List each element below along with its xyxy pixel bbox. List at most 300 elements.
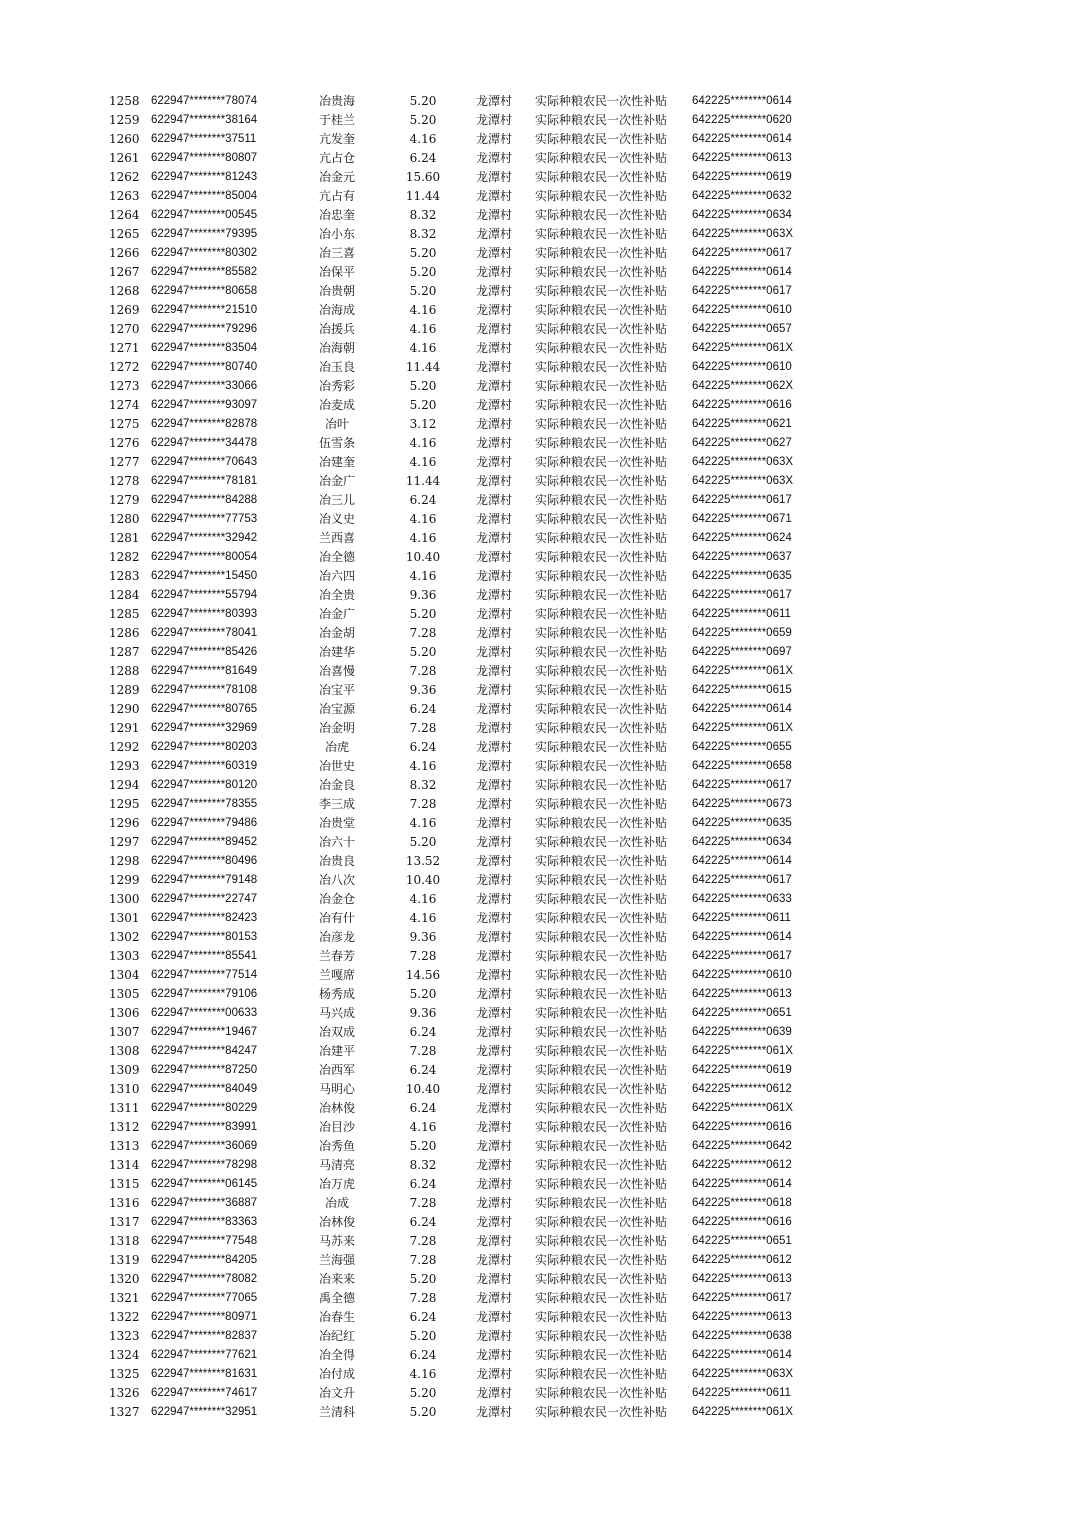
row-index: 1296 bbox=[109, 816, 140, 830]
id-number: 642225********061X bbox=[692, 1045, 794, 1057]
id-number: 642225********063X bbox=[692, 228, 794, 240]
subsidy-type: 实际种粮农民一次性补贴 bbox=[535, 664, 668, 678]
row-index: 1274 bbox=[109, 398, 140, 412]
village: 龙潭村 bbox=[476, 1158, 513, 1172]
table-row bbox=[0, 415, 1074, 434]
bank-account: 622947********84049 bbox=[151, 1083, 258, 1095]
village: 龙潭村 bbox=[476, 987, 513, 1001]
village: 龙潭村 bbox=[476, 379, 513, 393]
bank-account: 622947********78355 bbox=[151, 798, 258, 810]
subsidy-amount: 6.24 bbox=[409, 1101, 437, 1115]
bank-account: 622947********15450 bbox=[151, 570, 258, 582]
village: 龙潭村 bbox=[476, 398, 513, 412]
village: 龙潭村 bbox=[476, 512, 513, 526]
bank-account: 622947********80302 bbox=[151, 247, 258, 259]
village: 龙潭村 bbox=[476, 1253, 513, 1267]
subsidy-type: 实际种粮农民一次性补贴 bbox=[535, 208, 668, 222]
subsidy-type: 实际种粮农民一次性补贴 bbox=[535, 1158, 668, 1172]
row-index: 1266 bbox=[109, 246, 140, 260]
table-row bbox=[0, 1156, 1074, 1175]
table-row bbox=[0, 662, 1074, 681]
subsidy-amount: 5.20 bbox=[409, 1272, 437, 1286]
subsidy-type: 实际种粮农民一次性补贴 bbox=[535, 1101, 668, 1115]
farmer-name: 冶三喜 bbox=[318, 246, 355, 260]
table-row bbox=[0, 263, 1074, 282]
subsidy-type: 实际种粮农民一次性补贴 bbox=[535, 550, 668, 564]
subsidy-amount: 7.28 bbox=[409, 1291, 437, 1305]
subsidy-amount: 4.16 bbox=[409, 341, 437, 355]
row-index: 1310 bbox=[109, 1082, 140, 1096]
village: 龙潭村 bbox=[476, 474, 513, 488]
bank-account: 622947********00545 bbox=[151, 209, 258, 221]
subsidy-amount: 6.24 bbox=[409, 1310, 437, 1324]
id-number: 642225********0617 bbox=[692, 589, 792, 601]
village: 龙潭村 bbox=[476, 1063, 513, 1077]
bank-account: 622947********70643 bbox=[151, 456, 258, 468]
table-row bbox=[0, 1194, 1074, 1213]
subsidy-amount: 5.20 bbox=[409, 284, 437, 298]
subsidy-type: 实际种粮农民一次性补贴 bbox=[535, 1310, 668, 1324]
table-row bbox=[0, 434, 1074, 453]
table-row bbox=[0, 377, 1074, 396]
row-index: 1259 bbox=[109, 113, 140, 127]
row-index: 1294 bbox=[109, 778, 140, 792]
row-index: 1306 bbox=[109, 1006, 140, 1020]
subsidy-amount: 5.20 bbox=[409, 645, 437, 659]
row-index: 1299 bbox=[109, 873, 140, 887]
subsidy-amount: 5.20 bbox=[409, 379, 437, 393]
subsidy-amount: 3.12 bbox=[409, 417, 437, 431]
row-index: 1322 bbox=[109, 1310, 140, 1324]
farmer-name: 冶八次 bbox=[318, 873, 355, 887]
subsidy-type: 实际种粮农民一次性补贴 bbox=[535, 1196, 668, 1210]
id-number: 642225********0617 bbox=[692, 285, 792, 297]
village: 龙潭村 bbox=[476, 702, 513, 716]
subsidy-type: 实际种粮农民一次性补贴 bbox=[535, 322, 668, 336]
subsidy-amount: 5.20 bbox=[409, 113, 437, 127]
village: 龙潭村 bbox=[476, 531, 513, 545]
village: 龙潭村 bbox=[476, 873, 513, 887]
table-row bbox=[0, 1175, 1074, 1194]
subsidy-type: 实际种粮农民一次性补贴 bbox=[535, 284, 668, 298]
table-row bbox=[0, 1270, 1074, 1289]
id-number: 642225********0657 bbox=[692, 323, 792, 335]
id-number: 642225********0612 bbox=[692, 1254, 792, 1266]
village: 龙潭村 bbox=[476, 1348, 513, 1362]
bank-account: 622947********32942 bbox=[151, 532, 258, 544]
row-index: 1285 bbox=[109, 607, 140, 621]
row-index: 1277 bbox=[109, 455, 140, 469]
table-row bbox=[0, 928, 1074, 947]
subsidy-amount: 4.16 bbox=[409, 132, 437, 146]
bank-account: 622947********36887 bbox=[151, 1197, 258, 1209]
subsidy-amount: 7.28 bbox=[409, 1044, 437, 1058]
subsidy-amount: 6.24 bbox=[409, 1348, 437, 1362]
subsidy-amount: 8.32 bbox=[409, 778, 437, 792]
farmer-name: 兰西喜 bbox=[318, 531, 355, 545]
bank-account: 622947********80765 bbox=[151, 703, 258, 715]
table-row bbox=[0, 1346, 1074, 1365]
subsidy-type: 实际种粮农民一次性补贴 bbox=[535, 341, 668, 355]
subsidy-amount: 6.24 bbox=[409, 1063, 437, 1077]
id-number: 642225********0613 bbox=[692, 988, 792, 1000]
id-number: 642225********0659 bbox=[692, 627, 792, 639]
row-index: 1292 bbox=[109, 740, 140, 754]
id-number: 642225********0610 bbox=[692, 304, 792, 316]
row-index: 1321 bbox=[109, 1291, 140, 1305]
bank-account: 622947********79106 bbox=[151, 988, 258, 1000]
bank-account: 622947********00633 bbox=[151, 1007, 258, 1019]
subsidy-type: 实际种粮农民一次性补贴 bbox=[535, 1139, 668, 1153]
id-number: 642225********0612 bbox=[692, 1159, 792, 1171]
subsidy-amount: 10.40 bbox=[405, 873, 441, 887]
subsidy-amount: 4.16 bbox=[409, 1367, 437, 1381]
bank-account: 622947********85541 bbox=[151, 950, 258, 962]
bank-account: 622947********84288 bbox=[151, 494, 258, 506]
id-number: 642225********0610 bbox=[692, 361, 792, 373]
row-index: 1258 bbox=[109, 94, 140, 108]
bank-account: 622947********80054 bbox=[151, 551, 258, 563]
farmer-name: 冶贵良 bbox=[318, 854, 355, 868]
subsidy-type: 实际种粮农民一次性补贴 bbox=[535, 1063, 668, 1077]
subsidy-type: 实际种粮农民一次性补贴 bbox=[535, 854, 668, 868]
village: 龙潭村 bbox=[476, 740, 513, 754]
row-index: 1301 bbox=[109, 911, 140, 925]
subsidy-amount: 5.20 bbox=[409, 607, 437, 621]
farmer-name: 亢发奎 bbox=[318, 132, 355, 146]
village: 龙潭村 bbox=[476, 835, 513, 849]
id-number: 642225********0635 bbox=[692, 817, 792, 829]
bank-account: 622947********80658 bbox=[151, 285, 258, 297]
subsidy-amount: 5.20 bbox=[409, 835, 437, 849]
subsidy-amount: 11.44 bbox=[405, 474, 441, 488]
row-index: 1326 bbox=[109, 1386, 140, 1400]
id-number: 642225********0618 bbox=[692, 1197, 792, 1209]
village: 龙潭村 bbox=[476, 1291, 513, 1305]
table-row bbox=[0, 871, 1074, 890]
farmer-name: 冶全得 bbox=[318, 1348, 355, 1362]
subsidy-amount: 8.32 bbox=[409, 227, 437, 241]
village: 龙潭村 bbox=[476, 588, 513, 602]
row-index: 1309 bbox=[109, 1063, 140, 1077]
table-row bbox=[0, 1004, 1074, 1023]
bank-account: 622947********78108 bbox=[151, 684, 258, 696]
row-index: 1260 bbox=[109, 132, 140, 146]
row-index: 1319 bbox=[109, 1253, 140, 1267]
row-index: 1325 bbox=[109, 1367, 140, 1381]
table-row bbox=[0, 282, 1074, 301]
bank-account: 622947********36069 bbox=[151, 1140, 258, 1152]
id-number: 642225********0651 bbox=[692, 1007, 792, 1019]
subsidy-amount: 7.28 bbox=[409, 721, 437, 735]
village: 龙潭村 bbox=[476, 1196, 513, 1210]
bank-account: 622947********93097 bbox=[151, 399, 258, 411]
village: 龙潭村 bbox=[476, 1234, 513, 1248]
id-number: 642225********0611 bbox=[692, 608, 791, 620]
row-index: 1302 bbox=[109, 930, 140, 944]
village: 龙潭村 bbox=[476, 1177, 513, 1191]
subsidy-type: 实际种粮农民一次性补贴 bbox=[535, 474, 668, 488]
table-row bbox=[0, 966, 1074, 985]
farmer-name: 冶玉良 bbox=[318, 360, 355, 374]
bank-account: 622947********21510 bbox=[151, 304, 258, 316]
table-row bbox=[0, 1403, 1074, 1422]
bank-account: 622947********82878 bbox=[151, 418, 258, 430]
farmer-name: 冶喜慢 bbox=[318, 664, 355, 678]
row-index: 1267 bbox=[109, 265, 140, 279]
subsidy-amount: 7.28 bbox=[409, 1234, 437, 1248]
row-index: 1282 bbox=[109, 550, 140, 564]
id-number: 642225********0617 bbox=[692, 494, 792, 506]
table-row bbox=[0, 1099, 1074, 1118]
subsidy-amount: 4.16 bbox=[409, 531, 437, 545]
id-number: 642225********0624 bbox=[692, 532, 792, 544]
farmer-name: 冶三儿 bbox=[318, 493, 355, 507]
village: 龙潭村 bbox=[476, 208, 513, 222]
bank-account: 622947********84205 bbox=[151, 1254, 258, 1266]
bank-account: 622947********85582 bbox=[151, 266, 258, 278]
farmer-name: 马兴成 bbox=[318, 1006, 355, 1020]
row-index: 1316 bbox=[109, 1196, 140, 1210]
row-index: 1276 bbox=[109, 436, 140, 450]
farmer-name: 冶保平 bbox=[318, 265, 355, 279]
village: 龙潭村 bbox=[476, 930, 513, 944]
subsidy-type: 实际种粮农民一次性补贴 bbox=[535, 398, 668, 412]
village: 龙潭村 bbox=[476, 322, 513, 336]
bank-account: 622947********79395 bbox=[151, 228, 258, 240]
subsidy-amount: 5.20 bbox=[409, 246, 437, 260]
farmer-name: 冶付成 bbox=[318, 1367, 355, 1381]
table-row bbox=[0, 130, 1074, 149]
farmer-name: 冶金胡 bbox=[318, 626, 355, 640]
subsidy-type: 实际种粮农民一次性补贴 bbox=[535, 1025, 668, 1039]
farmer-name: 冶忠奎 bbox=[318, 208, 355, 222]
farmer-name: 冶成 bbox=[324, 1196, 349, 1210]
bank-account: 622947********78298 bbox=[151, 1159, 258, 1171]
id-number: 642225********0614 bbox=[692, 133, 792, 145]
farmer-name: 冶彦龙 bbox=[318, 930, 355, 944]
village: 龙潭村 bbox=[476, 854, 513, 868]
bank-account: 622947********81243 bbox=[151, 171, 258, 183]
row-index: 1289 bbox=[109, 683, 140, 697]
bank-account: 622947********80971 bbox=[151, 1311, 258, 1323]
table-row bbox=[0, 890, 1074, 909]
id-number: 642225********0613 bbox=[692, 1273, 792, 1285]
subsidy-amount: 7.28 bbox=[409, 626, 437, 640]
village: 龙潭村 bbox=[476, 1101, 513, 1115]
subsidy-amount: 5.20 bbox=[409, 987, 437, 1001]
village: 龙潭村 bbox=[476, 1044, 513, 1058]
table-row bbox=[0, 833, 1074, 852]
row-index: 1270 bbox=[109, 322, 140, 336]
village: 龙潭村 bbox=[476, 1329, 513, 1343]
subsidy-type: 实际种粮农民一次性补贴 bbox=[535, 1215, 668, 1229]
village: 龙潭村 bbox=[476, 360, 513, 374]
row-index: 1288 bbox=[109, 664, 140, 678]
subsidy-amount: 5.20 bbox=[409, 94, 437, 108]
id-number: 642225********0614 bbox=[692, 266, 792, 278]
bank-account: 622947********80740 bbox=[151, 361, 258, 373]
bank-account: 622947********80496 bbox=[151, 855, 258, 867]
bank-account: 622947********79148 bbox=[151, 874, 258, 886]
id-number: 642225********063X bbox=[692, 1368, 794, 1380]
subsidy-type: 实际种粮农民一次性补贴 bbox=[535, 170, 668, 184]
subsidy-type: 实际种粮农民一次性补贴 bbox=[535, 379, 668, 393]
farmer-name: 冶秀彩 bbox=[318, 379, 355, 393]
subsidy-type: 实际种粮农民一次性补贴 bbox=[535, 740, 668, 754]
bank-account: 622947********81631 bbox=[151, 1368, 258, 1380]
table-row bbox=[0, 776, 1074, 795]
bank-account: 622947********83991 bbox=[151, 1121, 258, 1133]
bank-account: 622947********83504 bbox=[151, 342, 258, 354]
id-number: 642225********0614 bbox=[692, 95, 792, 107]
id-number: 642225********0639 bbox=[692, 1026, 792, 1038]
subsidy-amount: 6.24 bbox=[409, 740, 437, 754]
farmer-name: 冶金广 bbox=[318, 474, 355, 488]
bank-account: 622947********34478 bbox=[151, 437, 258, 449]
subsidy-amount: 5.20 bbox=[409, 1386, 437, 1400]
village: 龙潭村 bbox=[476, 550, 513, 564]
subsidy-amount: 8.32 bbox=[409, 208, 437, 222]
table-row bbox=[0, 225, 1074, 244]
village: 龙潭村 bbox=[476, 1082, 513, 1096]
village: 龙潭村 bbox=[476, 246, 513, 260]
subsidy-type: 实际种粮农民一次性补贴 bbox=[535, 892, 668, 906]
farmer-name: 兰春芳 bbox=[318, 949, 355, 963]
row-index: 1297 bbox=[109, 835, 140, 849]
table-row bbox=[0, 1213, 1074, 1232]
subsidy-type: 实际种粮农民一次性补贴 bbox=[535, 1120, 668, 1134]
farmer-name: 冶宝平 bbox=[318, 683, 355, 697]
village: 龙潭村 bbox=[476, 1367, 513, 1381]
table-row bbox=[0, 1232, 1074, 1251]
row-index: 1324 bbox=[109, 1348, 140, 1362]
row-index: 1304 bbox=[109, 968, 140, 982]
subsidy-type: 实际种粮农民一次性补贴 bbox=[535, 968, 668, 982]
id-number: 642225********0614 bbox=[692, 1178, 792, 1190]
id-number: 642225********0614 bbox=[692, 703, 792, 715]
id-number: 642225********061X bbox=[692, 665, 794, 677]
row-index: 1320 bbox=[109, 1272, 140, 1286]
bank-account: 622947********81649 bbox=[151, 665, 258, 677]
farmer-name: 冶全贵 bbox=[318, 588, 355, 602]
farmer-name: 冶建奎 bbox=[318, 455, 355, 469]
row-index: 1279 bbox=[109, 493, 140, 507]
bank-account: 622947********74617 bbox=[151, 1387, 258, 1399]
table-row bbox=[0, 1042, 1074, 1061]
table-row bbox=[0, 339, 1074, 358]
village: 龙潭村 bbox=[476, 816, 513, 830]
farmer-name: 冶虎 bbox=[324, 740, 349, 754]
id-number: 642225********0638 bbox=[692, 1330, 792, 1342]
subsidy-amount: 9.36 bbox=[409, 1006, 437, 1020]
subsidy-amount: 5.20 bbox=[409, 1139, 437, 1153]
id-number: 642225********0697 bbox=[692, 646, 792, 658]
table-row bbox=[0, 529, 1074, 548]
table-row bbox=[0, 586, 1074, 605]
subsidy-type: 实际种粮农民一次性补贴 bbox=[535, 1253, 668, 1267]
subsidy-amount: 8.32 bbox=[409, 1158, 437, 1172]
subsidy-type: 实际种粮农民一次性补贴 bbox=[535, 531, 668, 545]
subsidy-type: 实际种粮农民一次性补贴 bbox=[535, 759, 668, 773]
row-index: 1327 bbox=[109, 1405, 140, 1419]
village: 龙潭村 bbox=[476, 1310, 513, 1324]
subsidy-amount: 5.20 bbox=[409, 398, 437, 412]
subsidy-amount: 4.16 bbox=[409, 455, 437, 469]
subsidy-table bbox=[0, 92, 1074, 1422]
subsidy-amount: 6.24 bbox=[409, 1215, 437, 1229]
subsidy-type: 实际种粮农民一次性补贴 bbox=[535, 683, 668, 697]
subsidy-type: 实际种粮农民一次性补贴 bbox=[535, 1044, 668, 1058]
subsidy-amount: 4.16 bbox=[409, 322, 437, 336]
row-index: 1263 bbox=[109, 189, 140, 203]
farmer-name: 于桂兰 bbox=[318, 113, 355, 127]
subsidy-type: 实际种粮农民一次性补贴 bbox=[535, 569, 668, 583]
subsidy-amount: 6.24 bbox=[409, 1177, 437, 1191]
bank-account: 622947********37511 bbox=[151, 133, 257, 145]
bank-account: 622947********77621 bbox=[151, 1349, 258, 1361]
table-row bbox=[0, 301, 1074, 320]
subsidy-amount: 6.24 bbox=[409, 151, 437, 165]
subsidy-type: 实际种粮农民一次性补贴 bbox=[535, 189, 668, 203]
village: 龙潭村 bbox=[476, 341, 513, 355]
subsidy-type: 实际种粮农民一次性补贴 bbox=[535, 227, 668, 241]
village: 龙潭村 bbox=[476, 417, 513, 431]
id-number: 642225********0620 bbox=[692, 114, 792, 126]
row-index: 1323 bbox=[109, 1329, 140, 1343]
subsidy-amount: 13.52 bbox=[405, 854, 441, 868]
bank-account: 622947********80229 bbox=[151, 1102, 258, 1114]
table-row bbox=[0, 700, 1074, 719]
table-row bbox=[0, 472, 1074, 491]
id-number: 642225********0635 bbox=[692, 570, 792, 582]
row-index: 1318 bbox=[109, 1234, 140, 1248]
village: 龙潭村 bbox=[476, 189, 513, 203]
table-row bbox=[0, 567, 1074, 586]
village: 龙潭村 bbox=[476, 607, 513, 621]
table-row bbox=[0, 1023, 1074, 1042]
id-number: 642225********0633 bbox=[692, 893, 792, 905]
subsidy-type: 实际种粮农民一次性补贴 bbox=[535, 1291, 668, 1305]
subsidy-amount: 4.16 bbox=[409, 303, 437, 317]
farmer-name: 冶金良 bbox=[318, 778, 355, 792]
subsidy-type: 实际种粮农民一次性补贴 bbox=[535, 265, 668, 279]
id-number: 642225********062X bbox=[692, 380, 794, 392]
farmer-name: 冶双成 bbox=[318, 1025, 355, 1039]
row-index: 1307 bbox=[109, 1025, 140, 1039]
subsidy-amount: 7.28 bbox=[409, 797, 437, 811]
village: 龙潭村 bbox=[476, 132, 513, 146]
village: 龙潭村 bbox=[476, 1215, 513, 1229]
row-index: 1273 bbox=[109, 379, 140, 393]
farmer-name: 李三成 bbox=[318, 797, 355, 811]
subsidy-amount: 11.44 bbox=[405, 189, 441, 203]
subsidy-amount: 4.16 bbox=[409, 512, 437, 526]
subsidy-type: 实际种粮农民一次性补贴 bbox=[535, 493, 668, 507]
bank-account: 622947********85426 bbox=[151, 646, 258, 658]
farmer-name: 冶金广 bbox=[318, 607, 355, 621]
row-index: 1261 bbox=[109, 151, 140, 165]
table-row bbox=[0, 510, 1074, 529]
subsidy-type: 实际种粮农民一次性补贴 bbox=[535, 626, 668, 640]
bank-account: 622947********78082 bbox=[151, 1273, 258, 1285]
row-index: 1295 bbox=[109, 797, 140, 811]
row-index: 1305 bbox=[109, 987, 140, 1001]
id-number: 642225********0615 bbox=[692, 684, 792, 696]
row-index: 1280 bbox=[109, 512, 140, 526]
table-row bbox=[0, 681, 1074, 700]
farmer-name: 禹全德 bbox=[318, 1291, 355, 1305]
